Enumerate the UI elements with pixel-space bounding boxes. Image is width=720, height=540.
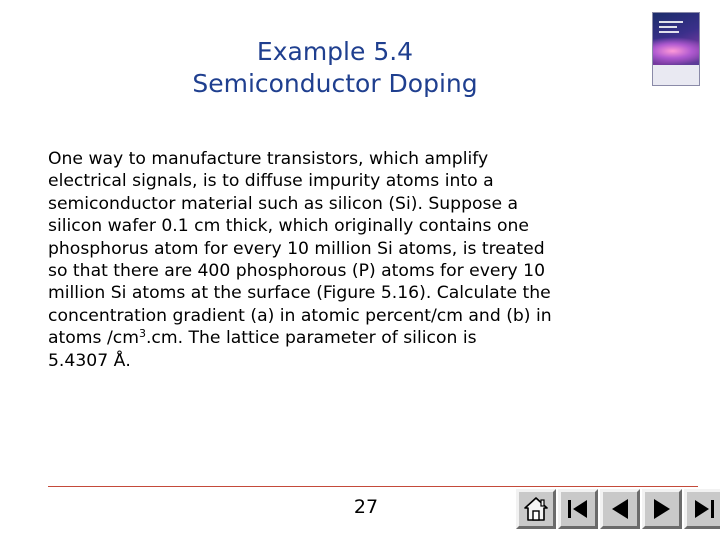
next-icon xyxy=(649,496,675,522)
body-line xyxy=(48,327,678,349)
body-line: million Si atoms at the surface (Figure 5.16). Calculate the xyxy=(48,283,551,304)
problem-statement xyxy=(48,148,678,372)
body-line: One way to manufacture transistors, which amplify xyxy=(48,149,489,169)
body-line: phosphorus atom for every 10 million Si atoms, is treated xyxy=(48,238,545,259)
slide-navigation xyxy=(516,489,720,529)
line9-text: atoms /cm xyxy=(48,328,139,349)
page-number: 27 xyxy=(353,496,379,518)
body-line: silicon wafer 0.1 cm thick, which originally contains one xyxy=(48,216,529,237)
body-line: semiconductor material such as silicon (Si). Suppose a xyxy=(48,193,519,214)
title-line-2: Semiconductor Doping xyxy=(192,69,478,98)
body-line: so that there are 400 phosphorous (P) atoms for every 10 xyxy=(48,261,546,282)
first-icon xyxy=(565,496,591,522)
home-icon xyxy=(523,496,549,522)
body-line: 5.4307 Å. xyxy=(48,350,131,371)
previous-slide-button[interactable] xyxy=(600,489,640,529)
first-slide-button[interactable] xyxy=(558,489,598,529)
footer-divider xyxy=(48,486,698,487)
last-slide-button[interactable] xyxy=(684,489,720,529)
title-line-1: Example 5.4 xyxy=(256,37,414,66)
body-line: concentration gradient (a) in atomic percent/cm and (b) in xyxy=(48,305,552,326)
book-cover-image xyxy=(652,12,700,86)
next-slide-button[interactable] xyxy=(642,489,682,529)
line9-text-end: .cm. The lattice parameter of silicon is xyxy=(145,328,477,349)
slide-title xyxy=(100,36,570,100)
previous-icon xyxy=(607,496,633,522)
last-icon xyxy=(691,496,717,522)
home-button[interactable] xyxy=(516,489,556,529)
body-line: electrical signals, is to diffuse impurity atoms into a xyxy=(48,171,494,192)
superscript: 3 xyxy=(138,327,146,341)
